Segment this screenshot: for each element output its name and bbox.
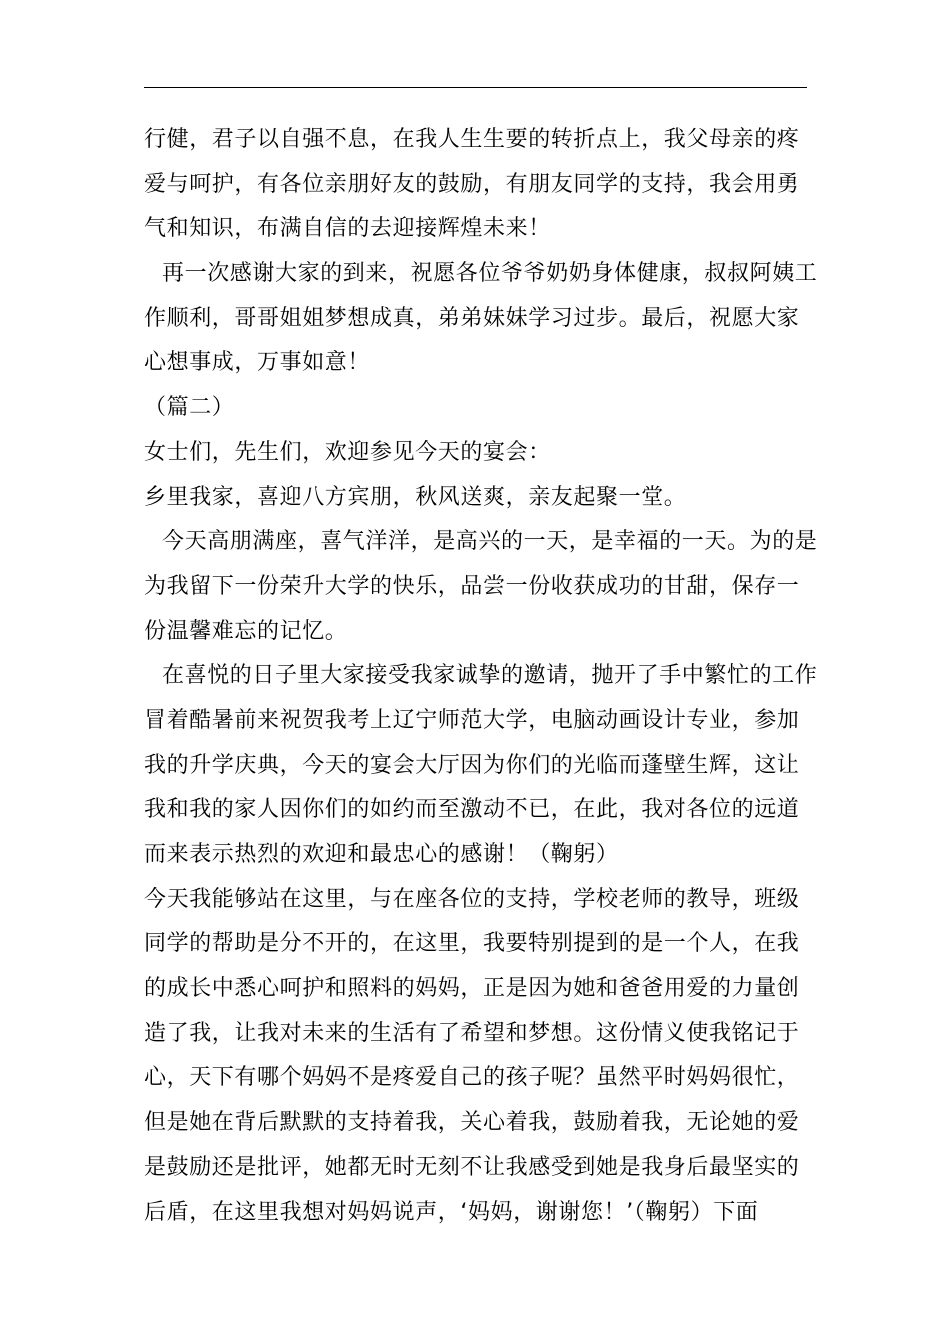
text-line: 为我留下一份荣升大学的快乐，品尝一份收获成功的甘甜，保存一 xyxy=(144,573,800,599)
text-line: 在喜悦的日子里大家接受我家诚挚的邀请，抛开了手中繁忙的工作 xyxy=(162,663,818,689)
text-line: 同学的帮助是分不开的，在这里，我要特别提到的是一个人，在我 xyxy=(144,931,800,957)
text-line: 但是她在背后默默的支持着我，关心着我，鼓励着我，无论她的爱 xyxy=(144,1110,800,1136)
text-line: 后盾，在这里我想对妈妈说声，‘妈妈，谢谢您！’（鞠躬）下面 xyxy=(144,1199,759,1225)
text-line: 再一次感谢大家的到来，祝愿各位爷爷奶奶身体健康，叔叔阿姨工 xyxy=(162,261,818,287)
text-line: 心想事成，万事如意！ xyxy=(144,350,371,376)
text-line: 而来表示热烈的欢迎和最忠心的感谢！（鞠躬） xyxy=(144,842,619,867)
text-line: 心，天下有哪个妈妈不是疼爱自己的孩子呢？虽然平时妈妈很忙， xyxy=(144,1065,800,1091)
text-line: 造了我，让我对未来的生活有了希望和梦想。这份情义使我铭记于 xyxy=(144,1020,800,1046)
document-body xyxy=(144,118,818,1235)
text-line: （篇二） xyxy=(144,395,235,421)
text-line: 作顺利，哥哥姐姐梦想成真，弟弟妹妹学习过步。最后，祝愿大家 xyxy=(144,305,800,331)
text-line: 今天高朋满座，喜气洋洋，是高兴的一天，是幸福的一天。为的是 xyxy=(162,529,818,555)
text-line: 冒着酷暑前来祝贺我考上辽宁师范大学，电脑动画设计专业，参加 xyxy=(144,707,800,733)
text-line: 爱与呵护，有各位亲朋好友的鼓励，有朋友同学的支持，我会用勇 xyxy=(144,171,800,197)
text-line: 气和知识，布满自信的去迎接辉煌未来！ xyxy=(144,216,551,242)
text-line: 行健，君子以自强不息，在我人生生要的转折点上，我父母亲的疼 xyxy=(144,127,800,152)
text-line: 女士们，先生们，欢迎参见今天的宴会： xyxy=(144,439,551,465)
text-line: 今天我能够站在这里，与在座各位的支持，学校老师的教导，班级 xyxy=(144,886,800,912)
text-line: 我和我的家人因你们的如约而至激动不已，在此，我对各位的远道 xyxy=(144,797,800,823)
text-line: 乡里我家，喜迎八方宾朋，秋风送爽，亲友起聚一堂。 xyxy=(144,484,687,510)
text-line: 是鼓励还是批评，她都无时无刻不让我感受到她是我身后最坚实的 xyxy=(144,1154,800,1180)
text-line: 我的升学庆典，今天的宴会大厅因为你们的光临而蓬壁生辉，这让 xyxy=(144,752,800,778)
text-line: 份温馨难忘的记忆。 xyxy=(144,618,348,644)
header-rule xyxy=(144,87,807,88)
text-line: 的成长中悉心呵护和照料的妈妈，正是因为她和爸爸用爱的力量创 xyxy=(144,976,800,1002)
